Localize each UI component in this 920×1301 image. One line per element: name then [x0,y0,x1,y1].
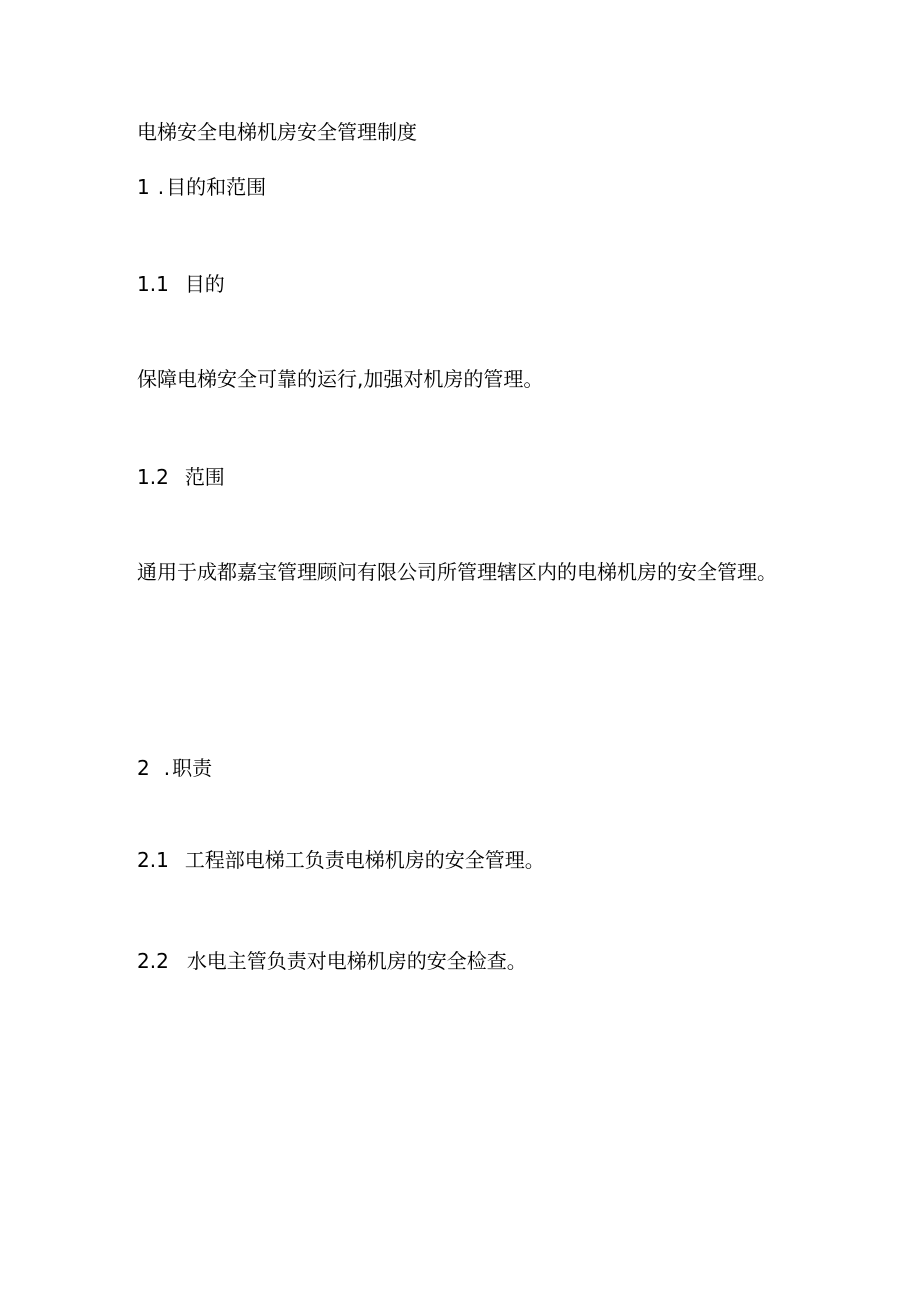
subsection-2-2-text: 水电主管负责对电梯机房的安全检查。 [186,949,527,973]
paragraph-purpose [137,365,543,393]
section-2-separator: . [163,756,171,780]
subsection-1-2-title: 范围 [184,465,225,489]
subsection-1-2-number: 1.2 [137,465,169,489]
section-1-heading [137,173,266,201]
section-1-title: 目的和范围 [166,175,267,199]
subsection-2-2 [137,947,527,975]
paragraph-scope-text: 通用于成都嘉宝管理顾问有限公司所管理辖区内的电梯机房的安全管理。 [137,560,777,584]
section-2-number: 2 [137,756,150,780]
subsection-2-1 [137,846,545,874]
subsection-1-1-heading [137,270,225,298]
paragraph-purpose-text: 保障电梯安全可靠的运行,加强对机房的管理。 [137,367,544,391]
subsection-2-2-number: 2.2 [137,949,169,973]
document-title [137,118,417,146]
paragraph-scope [137,558,777,586]
subsection-2-1-number: 2.1 [137,848,169,872]
section-2-heading [137,754,212,782]
section-1-number: 1 [137,175,150,199]
subsection-1-2-heading [137,463,225,491]
section-2-title: 职责 [172,756,213,780]
document-title-text: 电梯安全电梯机房安全管理制度 [137,120,417,144]
subsection-1-1-title: 目的 [184,272,225,296]
subsection-2-1-text: 工程部电梯工负责电梯机房的安全管理。 [184,848,545,872]
subsection-1-1-number: 1.1 [137,272,169,296]
section-1-separator: . [157,175,165,199]
